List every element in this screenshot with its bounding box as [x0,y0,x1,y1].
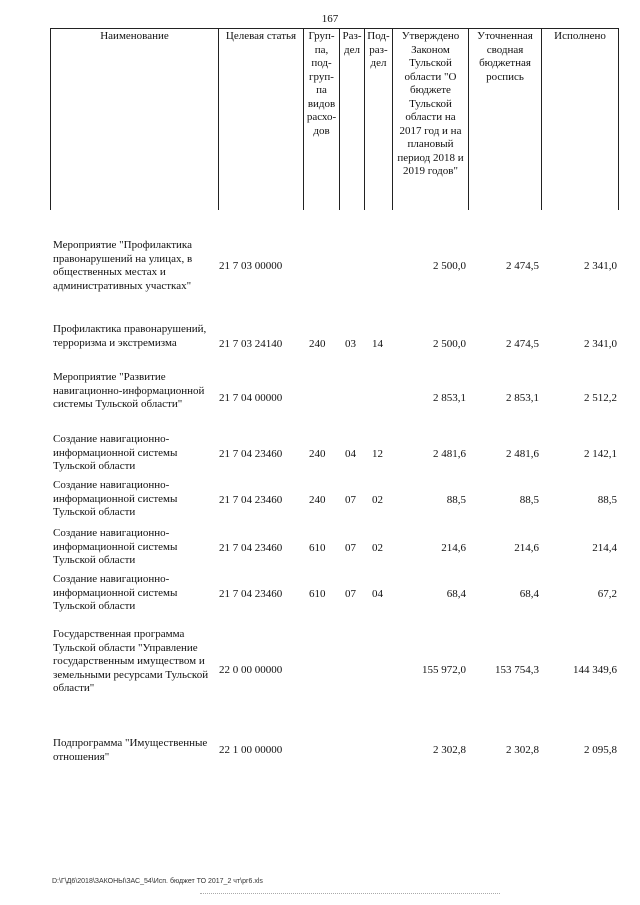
header-executed: Исполнено [541,28,619,210]
row-6-revised: 214,6 [514,542,539,554]
row-1-executed: 2 341,0 [584,260,617,272]
row-3-revised: 2 853,1 [506,392,539,404]
row-1-name: Мероприятие "Профилактика правонарушений на улицах, в общественных местах и административных участках" [53,239,193,292]
row-4-revised: 2 481,6 [506,448,539,460]
row-7-subsection: 04 [372,588,383,600]
row-6-section: 07 [345,542,356,554]
row-2-subsection: 14 [372,338,383,350]
row-7-executed: 67,2 [597,588,617,600]
page-number: 167 [321,13,339,25]
row-5-subsection: 02 [372,494,383,506]
row-8-executed: 144 349,6 [573,664,617,676]
row-2-group: 240 [309,338,326,350]
row-6-executed: 214,4 [592,542,617,554]
row-2-executed: 2 341,0 [584,338,617,350]
row-3-approved: 2 853,1 [433,392,466,404]
row-5-target: 21 7 04 23460 [219,494,283,506]
row-7-target: 21 7 04 23460 [219,588,283,600]
row-7-group: 610 [309,588,326,600]
row-7-revised: 68,4 [519,588,539,600]
row-2-revised: 2 474,5 [506,338,539,350]
row-8-name: Государственная программа Тульской области "Управление государственным имуществом и земельными ресурсами Тульской области" [53,628,209,694]
row-1-revised: 2 474,5 [506,260,539,272]
row-3-target: 21 7 04 00000 [219,392,283,404]
row-9-approved: 2 302,8 [433,744,466,756]
row-5-section: 07 [345,494,356,506]
row-6-target: 21 7 04 23460 [219,542,283,554]
header-subsection: Под-раз-дел [364,28,392,210]
row-6-group: 610 [309,542,326,554]
row-4-section: 04 [345,448,356,460]
row-5-approved: 88,5 [446,494,466,506]
row-9-revised: 2 302,8 [506,744,539,756]
row-8-target: 22 0 00 00000 [219,664,283,676]
row-2-section: 03 [345,338,356,350]
row-4-group: 240 [309,448,326,460]
header-name: Наименование [50,28,218,210]
row-6-name: Создание навигационно-информационной системы Тульской области [53,527,178,566]
header-group: Груп-па, под-груп-па видов расхо-дов [303,28,339,210]
row-3-name: Мероприятие "Развитие навигационно-информационной системы Тульской области" [53,371,205,410]
row-5-group: 240 [309,494,326,506]
row-1-target: 21 7 03 00000 [219,260,283,272]
row-5-name: Создание навигационно-информационной системы Тульской области [53,479,178,518]
row-4-approved: 2 481,6 [433,448,466,460]
row-5-executed: 88,5 [597,494,617,506]
row-9-name: Подпрограмма "Имущественные отношения" [53,737,208,763]
row-4-executed: 2 142,1 [584,448,617,460]
row-6-subsection: 02 [372,542,383,554]
row-4-subsection: 12 [372,448,383,460]
row-8-revised: 153 754,3 [495,664,539,676]
row-6-approved: 214,6 [441,542,466,554]
row-7-approved: 68,4 [446,588,466,600]
header-revised: Уточненная сводная бюджетная роспись [468,28,541,210]
row-3-executed: 2 512,2 [584,392,617,404]
row-9-target: 22 1 00 00000 [219,744,283,756]
row-4-target: 21 7 04 23460 [219,448,283,460]
row-4-name: Создание навигационно-информационной системы Тульской области [53,433,178,472]
row-2-target: 21 7 03 24140 [219,338,283,350]
row-2-approved: 2 500,0 [433,338,466,350]
row-1-approved: 2 500,0 [433,260,466,272]
header-approved: Утверждено Законом Тульской области "О бюджете Тульской области на 2017 год и на плановый период 2018 и 2019 годов" [392,28,468,210]
row-7-section: 07 [345,588,356,600]
row-7-name: Создание навигационно-информационной системы Тульской области [53,573,178,612]
footer-file-path: D:\Г\Д6\2018\ЗАКОНЫ\ЗАС_54\Исп. бюджет ТО 2017_2 чт\рг6.xls [52,878,263,885]
header-section: Раз-дел [339,28,364,210]
row-8-approved: 155 972,0 [422,664,466,676]
header-target-article: Целевая статья [218,28,303,210]
footer-rule [200,893,500,894]
row-9-executed: 2 095,8 [584,744,617,756]
row-5-revised: 88,5 [519,494,539,506]
row-2-name: Профилактика правонарушений, терроризма и экстремизма [53,323,207,349]
